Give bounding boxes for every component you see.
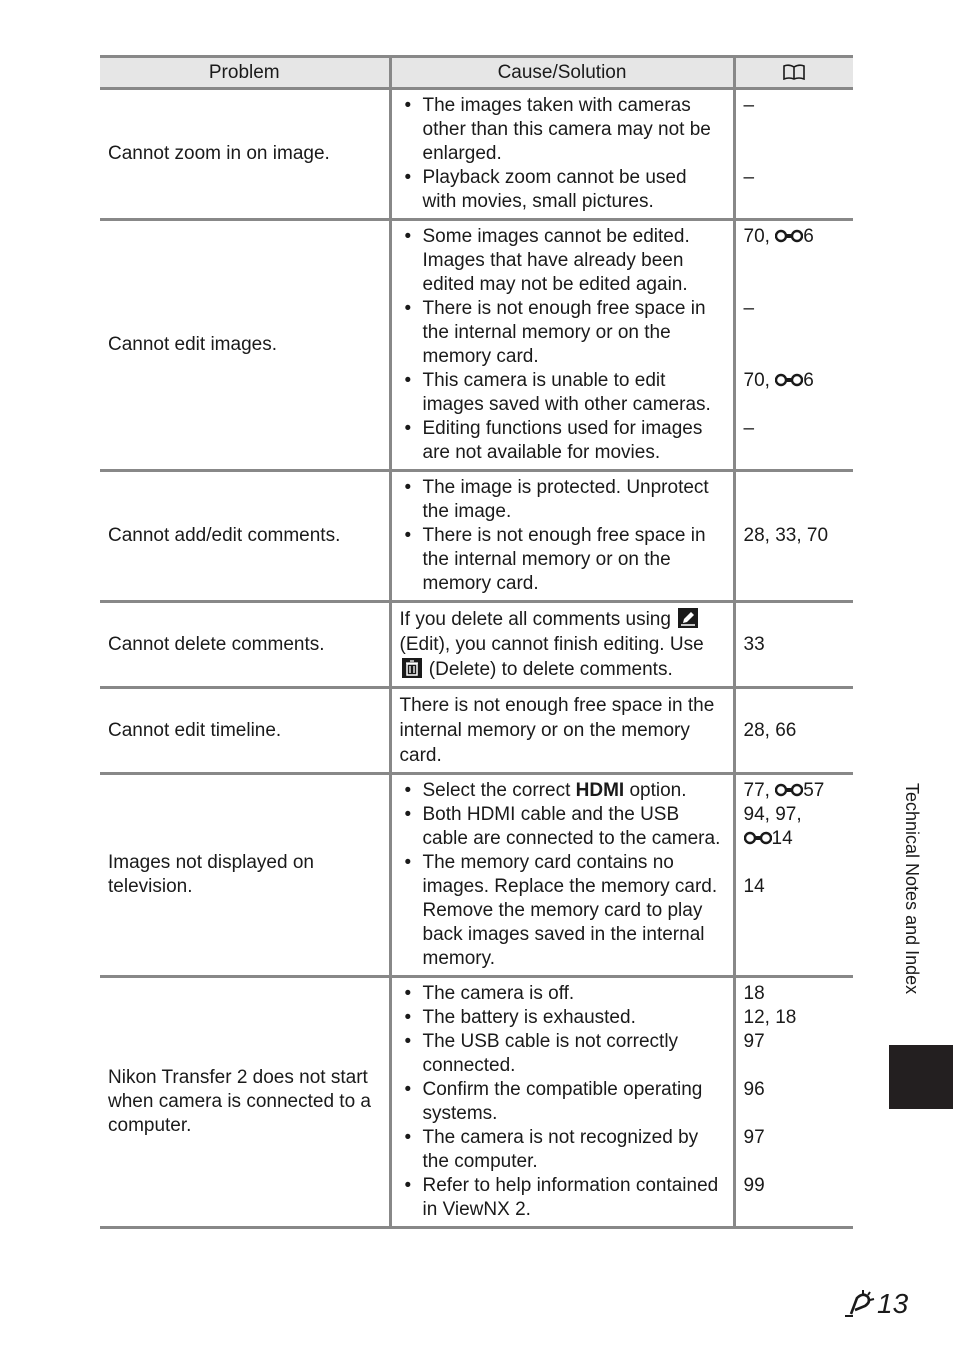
reference-cell: [734, 220, 853, 471]
reference-section-icon: [775, 783, 803, 797]
list-item: • Playback zoom cannot be used with movies, small pictures.: [400, 166, 725, 214]
reference-value: –: [743, 418, 755, 439]
list-item: • The images taken with cameras other than this camera may not be enlarged.: [400, 94, 725, 166]
problem-cell: Cannot edit images.: [100, 220, 390, 471]
reference-value: 96: [743, 1079, 765, 1100]
table-header-row: [100, 57, 853, 89]
reference-value: 12, 18: [743, 1007, 797, 1028]
header-reference: [734, 57, 853, 89]
list-item: • There is not enough free space in the internal memory or on the memory card.: [400, 524, 725, 596]
list-item: • The USB cable is not correctly connected.: [400, 1030, 725, 1078]
list-item: • Select the correct HDMI option.: [400, 779, 725, 803]
edit-icon: [678, 608, 698, 628]
header-problem: Problem: [100, 57, 390, 89]
reference-value: 94, 97,: [743, 804, 802, 825]
table-row: [100, 602, 853, 688]
book-reference-icon: [783, 64, 805, 80]
problem-cell: Cannot edit timeline.: [100, 688, 390, 774]
solution-cell: [390, 977, 734, 1228]
solution-cell: [390, 89, 734, 220]
list-item: • The image is protected. Unprotect the image.: [400, 476, 725, 524]
problem-cell: Nikon Transfer 2 does not start when camera is connected to a computer.: [100, 977, 390, 1228]
reference-cell: [734, 774, 853, 977]
list-item: • The battery is exhausted.: [400, 1006, 725, 1030]
reference-value: 99: [743, 1175, 765, 1196]
table-row: [100, 220, 853, 471]
section-tab-label: Technical Notes and Index: [902, 783, 922, 995]
header-cause-solution: Cause/Solution: [390, 57, 734, 89]
problem-cell: Cannot delete comments.: [100, 602, 390, 688]
reference-cell: 28, 66: [734, 688, 853, 774]
list-item: • Confirm the compatible operating systems.: [400, 1078, 725, 1126]
reference-value: –: [743, 167, 755, 188]
list-item: • Editing functions used for images are not available for movies.: [400, 417, 725, 465]
solution-cell: [390, 220, 734, 471]
list-item: • The camera is off.: [400, 982, 725, 1006]
reference-value: 14: [744, 827, 846, 851]
reference-value: 77, 57: [743, 780, 825, 801]
reference-value: –: [743, 95, 755, 116]
list-item: • The memory card contains no images. Replace the memory card. Remove the memory card to play back images saved in the internal memory.: [400, 851, 725, 971]
reference-cell: [734, 977, 853, 1228]
problem-cell: Images not displayed on television.: [100, 774, 390, 977]
list-item: • Refer to help information contained in ViewNX 2.: [400, 1174, 725, 1222]
list-item: • This camera is unable to edit images saved with other cameras.: [400, 369, 725, 417]
reference-value: 97: [743, 1127, 765, 1148]
reference-cell: 33: [734, 602, 853, 688]
list-item: • The camera is not recognized by the computer.: [400, 1126, 725, 1174]
table-row: [100, 89, 853, 220]
hdmi-label: HDMI: [575, 780, 625, 801]
table-row: [100, 688, 853, 774]
solution-cell: There is not enough free space in the internal memory or on the memory card.: [390, 688, 734, 774]
section-tab-marker: [889, 1045, 953, 1109]
problem-cell: Cannot add/edit comments.: [100, 471, 390, 602]
list-item: • There is not enough free space in the internal memory or on the memory card.: [400, 297, 725, 369]
reference-section-icon: [744, 831, 772, 845]
problem-cell: Cannot zoom in on image.: [100, 89, 390, 220]
solution-cell: If you delete all comments using (Edit), you cannot finish editing. Use (Delete) to delete comments.: [390, 602, 734, 688]
reference-section-icon: [775, 373, 803, 387]
reference-value: 97: [743, 1031, 765, 1052]
reference-value: 14: [743, 876, 765, 897]
reference-cell: [734, 89, 853, 220]
reference-value: 70, 6: [743, 226, 814, 247]
solution-cell: [390, 774, 734, 977]
table-row: [100, 471, 853, 602]
trash-icon: [402, 658, 422, 678]
list-item: • Both HDMI cable and the USB cable are connected to the camera.: [400, 803, 725, 851]
reference-value: 70, 6: [743, 370, 814, 391]
reference-value: –: [743, 298, 755, 319]
table-row: [100, 774, 853, 977]
reference-section-icon: [775, 229, 803, 243]
troubleshooting-table: [100, 55, 853, 1229]
reference-value: 18: [743, 983, 765, 1004]
list-item: • Some images cannot be edited. Images that have already been edited may not be edited again.: [400, 225, 725, 297]
reference-cell: 28, 33, 70: [734, 471, 853, 602]
table-row: [100, 977, 853, 1228]
page-number: 13: [843, 1288, 908, 1320]
solution-cell: [390, 471, 734, 602]
reference-section-icon: [843, 1288, 877, 1318]
